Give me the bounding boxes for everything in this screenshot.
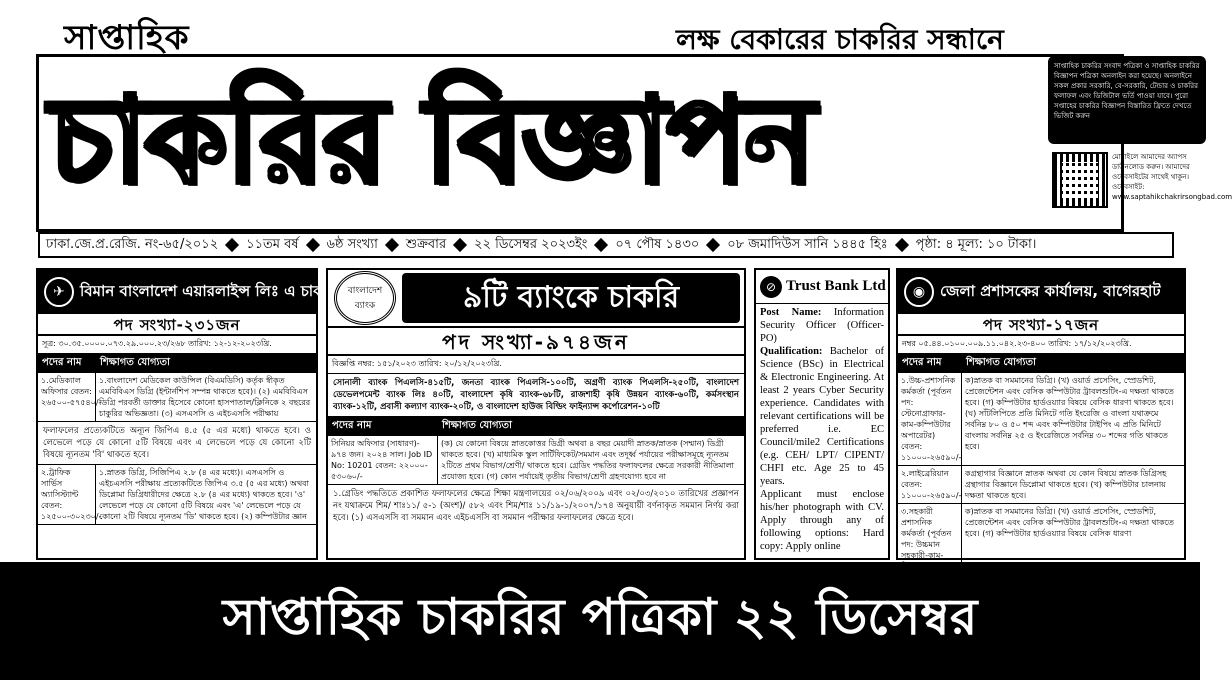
bank-memo: বিজ্ঞপ্তি নম্বর: ১৫১/২০২৩ তারিখ: ২০/১২/২০২৩খ্রি. xyxy=(328,356,744,374)
post-label: Post Name: xyxy=(760,307,822,318)
post-name: ১.উচ্চ-প্রশাসনিক কর্মকর্তা (পূর্বতন পদ: স্টেনোগ্রাফার-কাম-কম্পিউটার অপারেটর) বেতন: ১১০০০-২৬৫৯০/- xyxy=(898,373,962,465)
bank-header xyxy=(328,270,744,328)
post-name: সিনিয়র অফিসার (সাধারণ)- ৯৭৪ জন। ২০২৪ সাল। Job ID No: 10201 বেতন: ২২০০০- ৫৩০৬০/- xyxy=(328,436,438,484)
side-panel xyxy=(1048,56,1232,234)
apply-instructions: Applicant must enclose his/her photograph with CV. Apply through any of following options: Hard copy: Apply online xyxy=(760,489,884,552)
table-row xyxy=(38,373,316,422)
government-seal-icon: ◉ xyxy=(904,277,934,307)
post-value: Information Security Officer (Officer-PO) xyxy=(760,307,885,344)
title-box xyxy=(36,54,1124,232)
post-name: ৩.সহকারী প্রশাসনিক কর্মকর্তা (পূর্বতন পদ: উচ্চমান সহকারী-কাম- xyxy=(898,504,962,574)
dc-office-header xyxy=(898,270,1184,314)
biman-job-ad xyxy=(36,268,337,560)
diamond-separator-icon xyxy=(706,238,720,252)
bank-table-header xyxy=(328,417,744,436)
bangla-date: ০৭ পৌষ ১৪৩০ xyxy=(615,236,700,252)
column-header-post: পদের নাম xyxy=(42,357,82,368)
column-header-qualification: শিক্ষাগত যোগ্যতা xyxy=(100,357,170,368)
qualification: ক)স্নাতক বা সমমানের ডিগ্রি। (খ) ওয়ার্ড প্রসেসিং, স্প্রেডশিট, প্রেজেন্টেশন এবং বেসিক কম্পিউটার ট্রাবলশুটিং-এ দক্ষতা থাকতে হবে। (গ) কম্পিউটার হার্ডওয়্যার বিষয়ে বেসিক ধারণা xyxy=(965,507,1174,538)
banner-title: সাপ্তাহিক চাকরির পত্রিকা ২২ ডিসেম্বর xyxy=(222,587,978,646)
qualification: (ক) যে কোনো বিষয়ে স্নাতকোত্তর ডিগ্রী অথবা ৪ বছর মেয়াদী স্নাতক/স্নাতক (সম্মান) ডিগ্রী থাকতে হবে। (খ) মাধ্যমিক স্কুল সার্টিফিকেট/সমমান এবং তদূর্ধ্ব পর্যায়ের পরীক্ষাসমূহে ন্যূনতম ২টিতে প্রথম বিভাগ/শ্রেণী/ থাকতে হবে। গ্রেডিং পদ্ধতির ফলাফলের ক্ষেত্রে সরকারী নীতিমালা প্রযোজ্য হবে। (গ) কোন পর্যায়েই তৃতীয় বিভাগ/শ্রেণী গ্রহণযোগ্য হবে না xyxy=(441,439,734,481)
diamond-separator-icon xyxy=(385,238,399,252)
masthead xyxy=(36,6,1232,234)
trust-bank-header xyxy=(756,270,888,304)
post-name: ১.মেডিক্যাল অফিসার বেতন: ২৬৫০০-৫৭৫৪০/- xyxy=(38,373,96,421)
table-row xyxy=(328,436,744,485)
qr-code-icon xyxy=(1052,152,1108,208)
qr-caption: মোবাইলে আমাদের অ্যাপস ডাউনলোড করুন। আমাদের ওয়েবসাইটের সাথেই থাকুন। ওয়েবসাইট: www.saptahikchakrirsongbad.com xyxy=(1112,153,1232,201)
diamond-separator-icon xyxy=(305,238,319,252)
qualification: কগ্রন্থাগার বিজ্ঞানে স্নাতক অথবা যে কোন বিষয়ে স্নাতক ডিগ্রিসহ গ্রন্থাগার বিজ্ঞানে ডিপ্লোমা থাকতে হবে। (খ) কম্পিউটার চালনায় দক্ষতা থাকতে হবে। xyxy=(965,469,1167,500)
biman-logo-icon: ✈ xyxy=(44,277,74,307)
table-row xyxy=(898,373,1184,466)
bank-ad-title: ৯টি ব্যাংকে চাকরি xyxy=(402,273,740,323)
column-header-qualification: শিক্ষাগত যোগ্যতা xyxy=(966,357,1036,368)
tagline: লক্ষ বেকারের চাকরির সন্ধানে xyxy=(676,23,1004,56)
english-date: ২২ ডিসেম্বর ২০২৩ইং xyxy=(474,236,588,252)
bank-list: সোনালী ব্যাংক পিএলসি-৪১৫টি, জনতা ব্যাংক পিএলসি-১০০টি, অগ্রণী ব্যাংক পিএলসি-২৫০টি, বাংলাদেশ ডেভেলপমেন্ট ব্যাংক লিঃ ৪০টি, বাংলাদেশ কৃষি ব্যাংক-৬৮টি, রাজশাহী কৃষি উন্নয়ন ব্যাংক-৬০টি, কর্মসংস্থান ব্যাংক-১২টি, প্রবাসী কল্যাণ ব্যাংক-২০টি, ও বাংলাদেশ হাউজ বিল্ডিং ফাইন্যান্স কর্পোরেশন-১০টি xyxy=(328,374,744,417)
dc-memo: নম্বর ০৫.৪৪.০১০০.০০৯.১১.০৪২.২৩-৪০০ তারিখ: ১৭/১২/২০২৩খ্রি. xyxy=(898,336,1184,354)
table-row xyxy=(38,465,316,525)
bottom-banner xyxy=(0,562,1200,680)
trust-bank-details xyxy=(756,304,888,555)
diamond-separator-icon xyxy=(225,238,239,252)
bangladesh-bank-seal-icon: বাংলাদেশ ব্যাংক xyxy=(334,271,396,325)
column-header-qualification: শিক্ষাগত যোগ্যতা xyxy=(442,420,512,431)
diamond-separator-icon xyxy=(453,238,467,252)
biman-memo: সূত্র: ৩০.৩৫.০০০০.০৭৩.২৯.০০০.২৩/২৬৮ তারিখ: ১২-১২-২০২৩খ্রি. xyxy=(38,336,316,354)
volume-year: ১১তম বর্ষ xyxy=(246,236,299,252)
pages-price: পৃষ্ঠা: ৪ মূল্য: ১০ টাকা। xyxy=(915,236,1037,252)
biman-org-name: বিমান বাংলাদেশ এয়ারলাইন্স লিঃ এ চাকরি xyxy=(80,281,337,300)
dc-office-name: জেলা প্রশাসকের কার্যালয়, বাগেরহাট xyxy=(940,281,1161,300)
qualification: ১.বাংলাদেশ মেডিকেল কাউন্সিল (বিএমডিসি) কর্তৃক স্বীকৃত এমবিবিএস ডিগ্রি (ইন্টার্নশিপ সম্পন্ন থাকতে হবে)। (২) এমবিবিএস ডিগ্রি পরবর্তী ডাক্তার হিসেবে কোনো হাসপাতাল/ক্লিনিকে ২ বছরের চাকুরির অভিজ্ঞতা। (৩) এসএসসি ও এইচএসসি পরীক্ষায় xyxy=(99,376,311,418)
diamond-separator-icon xyxy=(594,238,608,252)
qualification-value: Bachelor of Science (BSc) in Electrical & Electronic Engineering. At least 2 years Cyber Security experience. Candidates with relevant certifications will be preferred i.e. EC Council/mile2 Certifications (e.g. CEH/ LPT/ CIPENT/ CHFI etc. Age 25 to 45 years. xyxy=(760,346,884,487)
issue-info-bar xyxy=(38,232,1174,258)
diamond-separator-icon xyxy=(895,238,909,252)
hijri-date: ০৮ জমাদিউস সানি ১৪৪৫ হিঃ xyxy=(727,236,888,252)
trust-bank-job-ad xyxy=(754,268,890,560)
side-blurb: সাপ্তাহিক চাকরির সংবাদ পত্রিকা ও সাপ্তাহিক চাকরির বিজ্ঞাপন পত্রিকা অনলাইন করা হয়েছে। অনলাইনে সকল প্রকার সরকারি, বে-সরকারি, টেন্ডার ও চাকরির ফলাফল এবং ডিজিটাল ভর্তি পাওয়া যাবে। পুরো সপ্তাহের চাকরির বিজ্ঞাপন বিস্তারিত ফ্রিতে দেখতে ভিজিট করুন xyxy=(1048,56,1206,144)
weekday: শুক্রবার xyxy=(405,236,447,252)
column-header-post: পদের নাম xyxy=(332,420,372,431)
qualification: ক)স্নাতক বা সমমানের ডিগ্রি। (খ) ওয়ার্ড প্রসেসিং, স্প্রেডশিট, প্রেজেন্টেশন এবং বেসিক কম্পিউটার ট্রাবলশুটিং-এ দক্ষতা থাকতে হবে। (গ) কম্পিউটার হার্ডওয়্যার বিষয়ে বেসিক ধারণা থাকতে হবে। (ঘ) সাঁটলিপিতে প্রতি মিনিটে গতি ইংরেজি ও বাংলা যথাক্রমে সর্বনিম্ন ৮০ ও ৫০ শব্দ এবং কম্পিউটার টাইপিং এ প্রতি মিনিটে বাংলায় সর্বনিম্ন ২৫ ও ইংরেজিতে সর্বনিম্ন ৩০ শব্দের গতি থাকতে হবে। xyxy=(965,376,1174,451)
qualification: ১.স্নাতক ডিগ্রি, সিজিপিএ ২.৮ (৪ এর মধ্যে)। এসএসসি ও এইচএসসি পরীক্ষায় প্রত্যেকটিতে জিপিএ ৩.৫ (৫ এর মধ্যে) অথবা ডিপ্লোমা ডিগ্রিধারীদের ক্ষেত্রে ২.৮ (৪ এর মধ্যে) থাকতে হবে। 'ও' লেভেলে পড়ে যে কোনো ৫টি বিষয়ে এবং 'এ' লেভেলে পড়ে যে কোনো ২টি বিষয়ে ন্যূনতম 'ডি' থাকতে হবে। (২) কম্পিউটার জ্ঞান xyxy=(99,468,309,521)
registration-number: ঢাকা.জে.প্র.রেজি. নং-৬৫/২০১২ xyxy=(46,236,219,252)
dc-table-header xyxy=(898,354,1184,373)
biman-table-header xyxy=(38,354,316,373)
newspaper-title: চাকরির বিজ্ঞাপন xyxy=(49,71,814,209)
bank-footer-note: ১.গ্রেডিং পদ্ধতিতে প্রকাশিত ফলাফলের ক্ষেত্রে শিক্ষা মন্ত্রণালয়ের ০২/০৬/২০০৯ এবং ০২/০৩/২০১০ তারিখের প্রজ্ঞাপন নং যথাক্রমে শিম/ শাঃ১১/ ৫-১ (অংশ)/ ৫৮২ এবং শিম/শাঃ ১১/১৯-১/২০০৭/১৭৪ অনুযায়ী বর্ণনাকৃত সমমান নির্ণয় করা হবে। (১) এসএসসি বা সমমান এবং এইচএসসি বা সমমান পরীক্ষার ফলাফলের ক্ষেত্রে হবে। xyxy=(333,489,739,523)
trust-bank-name: Trust Bank Ltd xyxy=(786,278,886,294)
table-row xyxy=(898,466,1184,504)
post-name: ২.লাইব্রেরিয়ান বেতন: ১১০০০-২৬৫৯০/- xyxy=(898,466,962,503)
dc-post-count: পদ সংখ্যা-১৭জন xyxy=(898,314,1184,336)
weekly-label: সাপ্তাহিক xyxy=(64,18,190,58)
post-name: ২.ট্রাফিক সার্ভিস অ্যাসিস্ট্যান্ট বেতন: ১২৫০০-৩০২৩০/- xyxy=(38,465,96,524)
qualification-label: Qualification: xyxy=(760,346,823,357)
biman-note: ফলাফলের প্রত্যেকটিতে অন্যূন জিপিএ ৪.৫ (৫ এর মধ্যে) থাকতে হবে। ও লেভেলে পড়ে যে কোনো ৫টি বিষয়ে এবং এ লেভেলে পড়ে যে কোনো ২টি বিষয়ে ন্যূনতম 'বি' থাকতে হবে। xyxy=(38,422,316,465)
column-header-post: পদের নাম xyxy=(902,357,942,368)
issue-number: ৬ষ্ঠ সংখ্যা xyxy=(326,236,378,252)
bank-post-count: পদ সংখ্যা-৯৭৪জন xyxy=(328,328,744,356)
biman-header xyxy=(38,270,337,314)
trust-bank-logo-icon: ⊘ xyxy=(760,276,782,298)
biman-post-count: পদ সংখ্যা-২৩১জন xyxy=(38,314,316,336)
dc-office-job-ad xyxy=(896,268,1186,560)
bank-job-ad xyxy=(326,268,746,560)
